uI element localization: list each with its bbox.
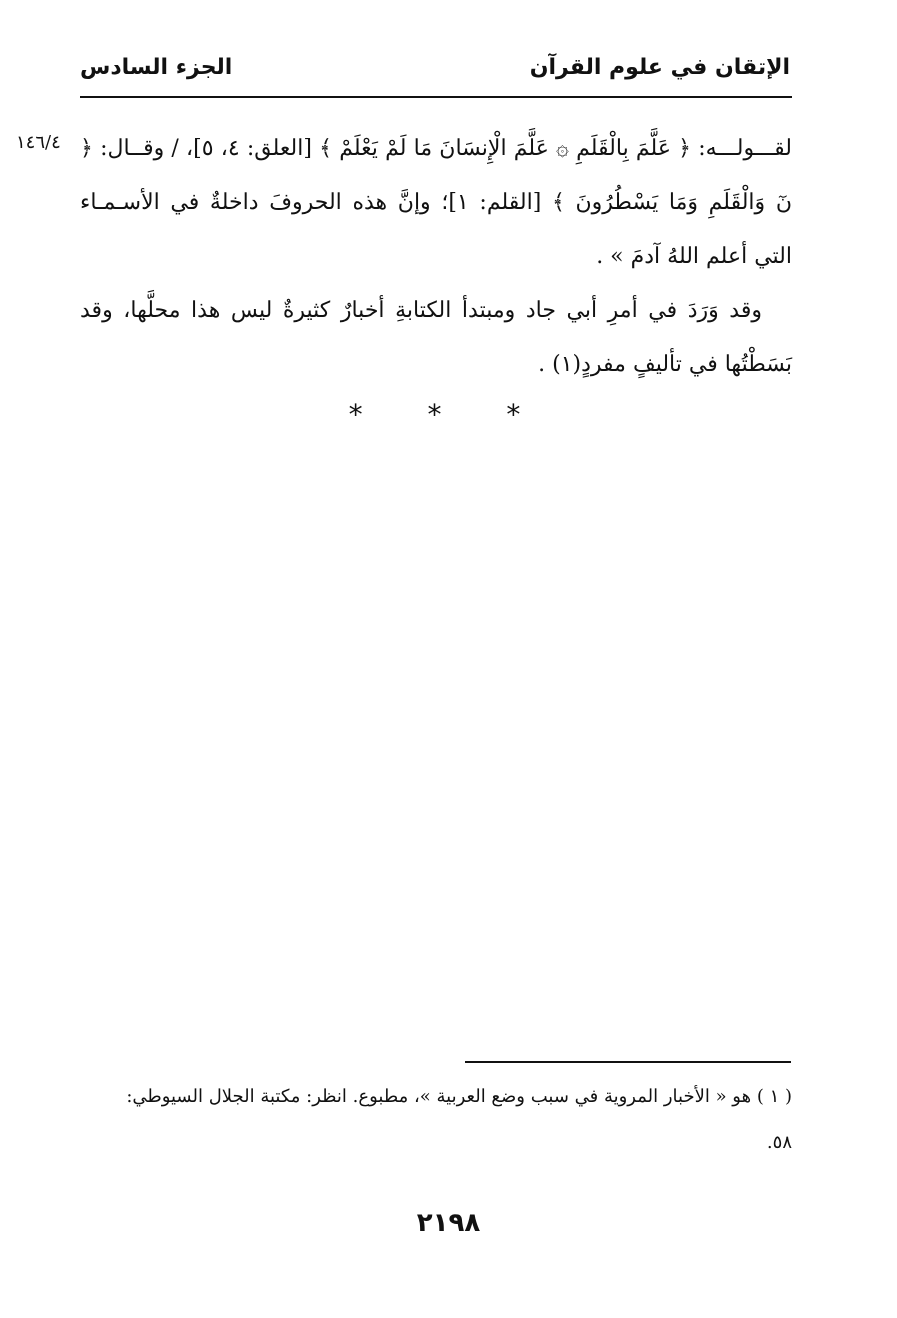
page-number: ٢١٩٨ [416, 1208, 481, 1238]
header-divider [80, 96, 792, 98]
body-paragraph-1: لقـــولـــه: ﴿ عَلَّمَ بِالْقَلَمِ ۞ عَلَّمَ الْإِنسَانَ مَا لَمْ يَعْلَمْ ﴾ [العلق: ٤، ٥]، / وقــال: ﴿ نٓ وَالْقَلَمِ وَمَا يَسْطُرُونَ ﴾ [القلم: ١]؛ وإنَّ هذه الحروفَ داخلةٌ في الأسـمـاء التي أعلم اللهُ آدمَ » . [80, 136, 793, 269]
footnote-divider [465, 1061, 791, 1063]
section-separator: * * * [348, 398, 549, 431]
body-paragraph-2: وقد وَرَدَ في أمرِ أبي جاد ومبتدأ الكتابةِ أخبارٌ كثيرةٌ ليس هذا محلَّها، وقد بَسَطْتُها في تأليفٍ مفردٍ(١) . [80, 298, 792, 377]
running-header-volume: الجزء السادس [80, 55, 233, 80]
main-text [80, 122, 792, 392]
footnote-line-2: ٥٨. [766, 1132, 792, 1153]
margin-page-reference: ١٤٦/٤ [16, 132, 61, 153]
running-header-book-title: الإتقان في علوم القرآن [529, 55, 790, 80]
footnote [80, 1074, 792, 1166]
footnote-line-1: ( ١ ) هو « الأخبار المروية في سبب وضع العربية »، مطبوع. انظر: مكتبة الجلال السيوطي: [126, 1086, 792, 1107]
